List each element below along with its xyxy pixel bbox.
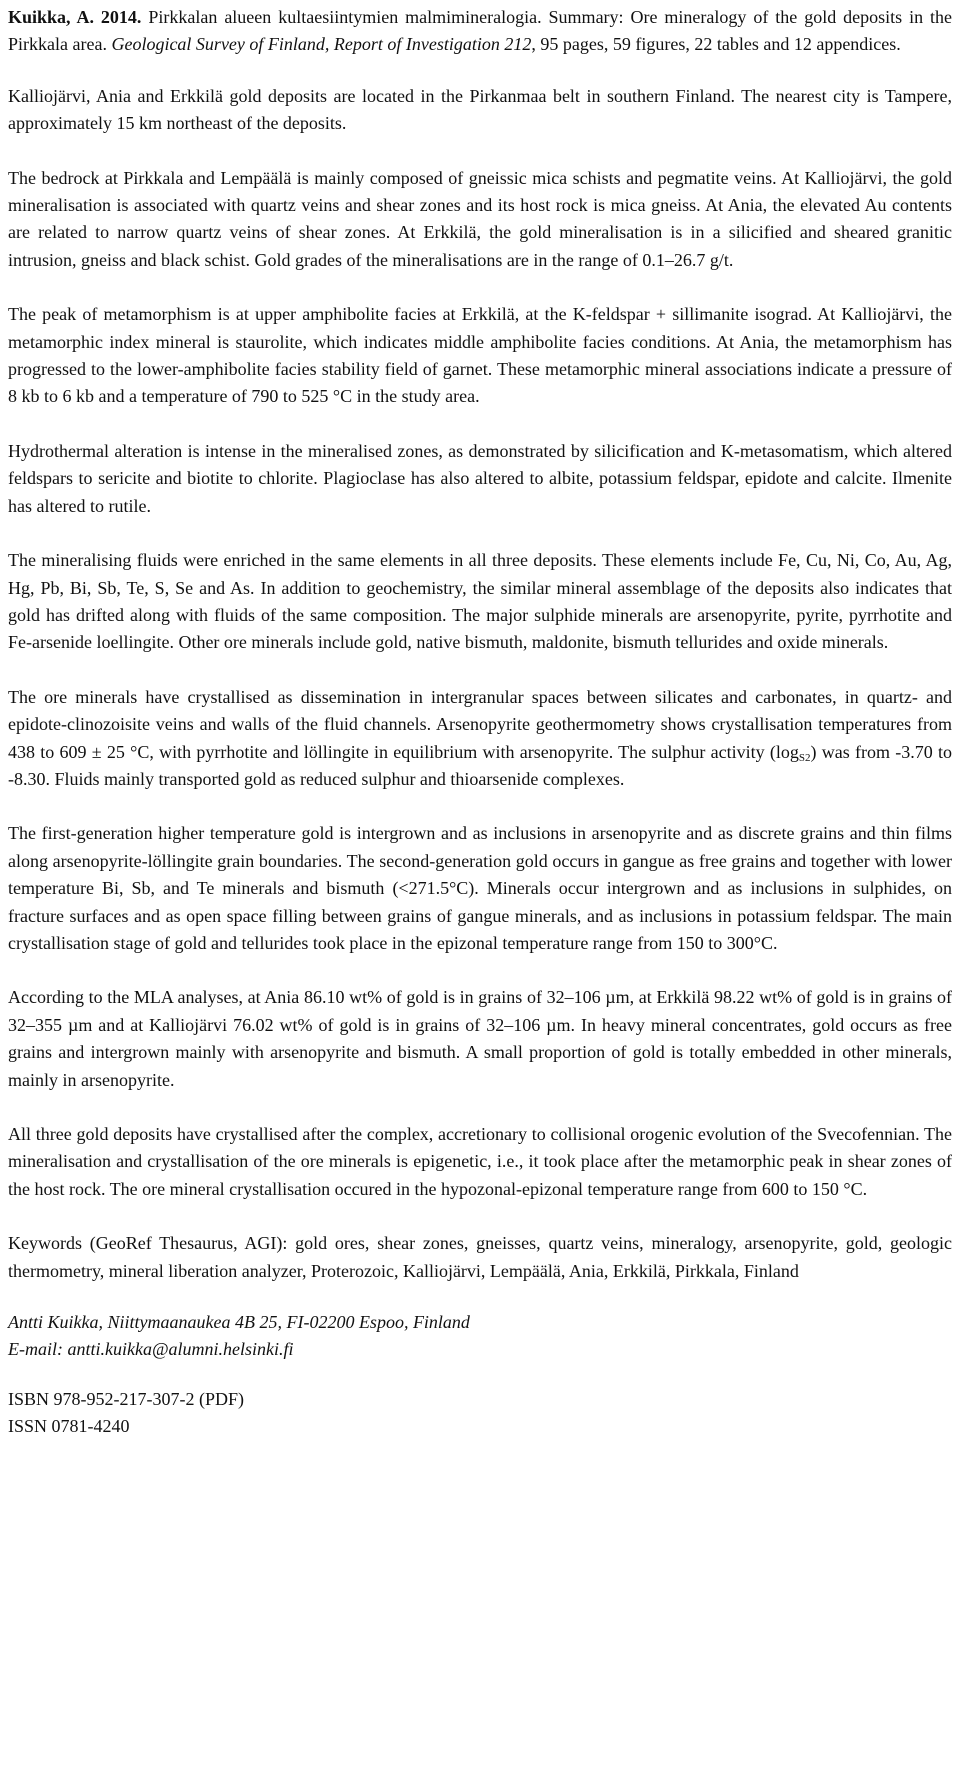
author-contact <box>8 1309 952 1364</box>
summary-paragraph-bedrock: The bedrock at Pirkkala and Lempäälä is mainly composed of gneissic mica schists and pegmatite veins. At Kalliojärvi, the gold mineralisation is associated with quartz veins and shear zones and its host rock is mica gneiss. At Ania, the elevated Au contents are related to narrow quartz veins of shear zones. At Erkkilä, the gold mineralisation is in a silicified and sheared granitic intrusion, gneiss and black schist. Gold grades of the mineralisations are in the range of 0.1–26.7 g/t. <box>8 167 952 270</box>
summary-paragraph-ore-minerals <box>8 684 952 794</box>
issn: ISSN 0781-4240 <box>8 1416 130 1437</box>
ore-text-after: ) was from -3.70 to -8.30. Fluids mainly transported gold as reduced sulphur and thioarsenide complexes. <box>8 741 952 789</box>
identifiers <box>8 1386 952 1441</box>
summary-paragraph-fluids: The mineralising fluids were enriched in the same elements in all three deposits. These elements include Fe, Cu, Ni, Co, Au, Ag, Hg, Pb, Bi, Sb, Te, S, Se and As. In addition to geochemistry, the similar mineral assemblage of the deposits also indicates that gold has drifted along with fluids of the same composition. The major sulphide minerals are arsenopyrite, pyrite, pyrrhotite and Fe-arsenide loellingite. Other ore minerals include gold, native bismuth, maldonite, bismuth tellurides and oxide minerals. <box>8 550 952 653</box>
author-email: E-mail: antti.kuikka@alumni.helsinki.fi <box>8 1339 294 1360</box>
summary-paragraph-gold-generations: The first-generation higher temperature gold is intergrown and as inclusions in arsenopyrite and as discrete grains and thin films along arsenopyrite-löllingite grain boundaries. The second-generation gold occurs in gangue as free grains and together with lower temperature Bi, Sb, and Te minerals and bismuth (<271.5°C). Minerals occur intergrown and as inclusions in sulphides, on fracture surfaces and as open space filling between grains of gangue minerals, and as inclusions in potassium feldspar. The main crystallisation stage of gold and tellurides took place in the epizonal temperature range from 150 to 300°C. <box>8 823 952 953</box>
summary-paragraph-location: Kalliojärvi, Ania and Erkkilä gold deposits are located in the Pirkanmaa belt in southern Finland. The nearest city is Tampere, approximately 15 km northeast of the deposits. <box>8 85 952 134</box>
summary-paragraph-alteration: Hydrothermal alteration is intense in the mineralised zones, as demonstrated by silicification and K-metasomatism, which altered feldspars to sericite and biotite to chlorite. Plagioclase has also altered to albite, potassium feldspar, epidote and calcite. Ilmenite has altered to rutile. <box>8 440 952 516</box>
isbn: ISBN 978-952-217-307-2 (PDF) <box>8 1388 244 1409</box>
ore-text-before: The ore minerals have crystallised as dissemination in intergranular spaces between silicates and carbonates, in quartz- and epidote-clinozoisite veins and walls of the fluid channels. Arsenopyrite geothermometry shows crystallisation temperatures from 438 to 609 ± 25 °C, with pyrrhotite and löllingite in equilibrium with arsenopyrite. The sulphur activity (log <box>8 686 952 762</box>
summary-paragraph-mla-analyses: According to the MLA analyses, at Ania 86.10 wt% of gold is in grains of 32–106 µm, at Erkkilä 98.22 wt% of gold is in grains of 32–355 µm and at Kalliojärvi 76.02 wt% of gold is in grains of 32–106 µm. In heavy mineral concentrates, gold occurs as free grains and intergrown mainly with arsenopyrite and bismuth. A small proportion of gold is totally embedded in other minerals, mainly in arsenopyrite. <box>8 987 952 1090</box>
citation-author: Kuikka, A. 2014. <box>8 7 142 27</box>
author-address: Antti Kuikka, Niittymaanaukea 4B 25, FI-02200 Espoo, Finland <box>8 1312 470 1333</box>
ore-text-subscript: S2 <box>798 751 811 764</box>
citation <box>8 4 952 59</box>
summary-paragraph-evolution: All three gold deposits have crystallised after the complex, accretionary to collisional orogenic evolution of the Svecofennian. The mineralisation and crystallisation of the ore minerals is epigenetic, i.e., it took place after the metamorphic peak in shear zones of the host rock. The ore mineral crystallisation occured in the hypozonal-epizonal temperature range from 600 to 150 °C. <box>8 1124 952 1199</box>
keywords: Keywords (GeoRef Thesaurus, AGI): gold ores, shear zones, gneisses, quartz veins, mineralogy, arsenopyrite, gold, geologic thermometry, mineral liberation analyzer, Proterozoic, Kalliojärvi, Lempäälä, Ania, Erkkilä, Pirkkala, Finland <box>8 1233 952 1281</box>
citation-details: , 95 pages, 59 figures, 22 tables and 12 appendices. <box>531 34 901 55</box>
citation-series: Geological Survey of Finland, Report of Investigation 212 <box>111 34 532 55</box>
citation-title: Pirkkalan alueen kultaesiintymien malmimineralogia. Summary: Ore mineralogy of the gold deposits in the Pirkkala area. <box>8 7 953 55</box>
summary-paragraph-metamorphism: The peak of metamorphism is at upper amphibolite facies at Erkkilä, at the K-feldspar + sillimanite isograd. At Kalliojärvi, the metamorphic index mineral is staurolite, which indicates middle amphibolite facies conditions. At Ania, the metamorphism has progressed to the lower-amphibolite facies stability field of garnet. These metamorphic mineral associations indicate a pressure of 8 kb to 6 kb and a temperature of 790 to 525 °C in the study area. <box>8 304 952 407</box>
